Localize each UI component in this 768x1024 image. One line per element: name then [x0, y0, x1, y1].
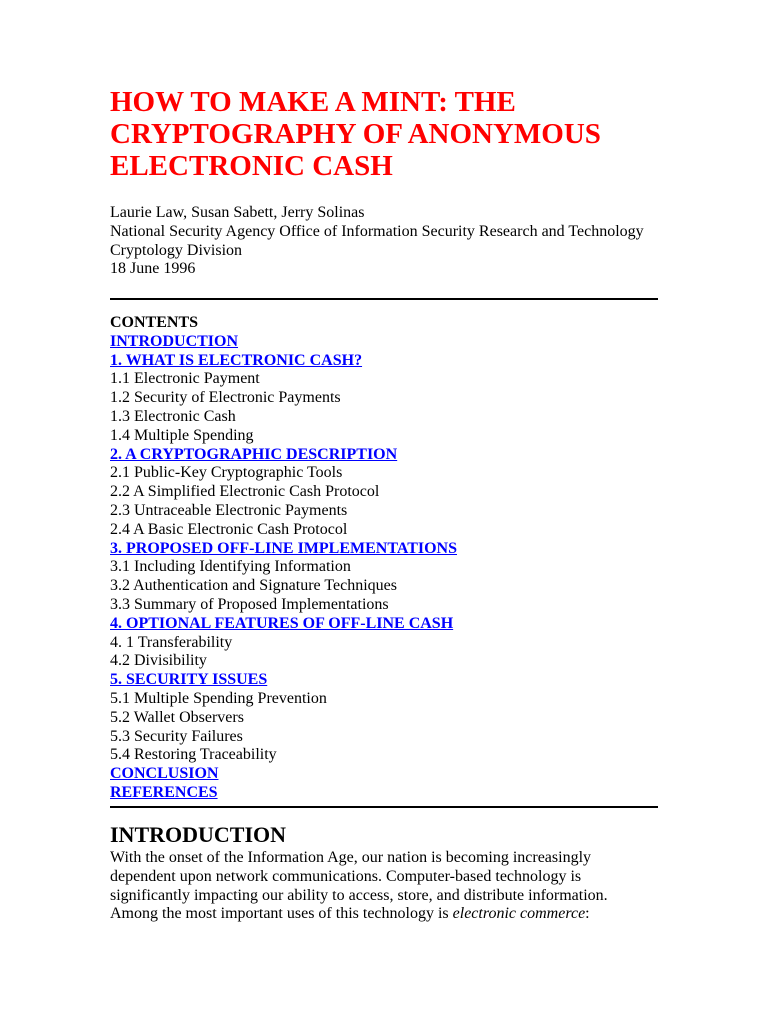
contents-subsection: 3.1 Including Identifying Information: [110, 558, 351, 576]
contents-subsection: 5.4 Restoring Traceability: [110, 746, 277, 764]
introduction-paragraph: [110, 849, 658, 924]
contents-link[interactable]: CONCLUSION: [110, 765, 219, 783]
division: Cryptology Division: [110, 241, 243, 259]
contents-subsection: 5.3 Security Failures: [110, 727, 243, 745]
contents-link[interactable]: REFERENCES: [110, 783, 218, 801]
contents-subsection: 2.3 Untraceable Electronic Payments: [110, 501, 348, 519]
header-divider: [110, 298, 658, 300]
introduction-heading: INTRODUCTION: [110, 822, 287, 847]
contents-subsection: 3.2 Authentication and Signature Techniques: [110, 577, 397, 595]
contents-list: [110, 333, 658, 803]
contents-subsection: 3.3 Summary of Proposed Implementations: [110, 595, 389, 613]
contents-divider: [110, 806, 658, 808]
contents-link[interactable]: 4. OPTIONAL FEATURES OF OFF-LINE CASH: [110, 614, 454, 632]
contents-subsection: 1.3 Electronic Cash: [110, 407, 236, 425]
contents-subsection: 1.1 Electronic Payment: [110, 370, 260, 388]
contents-subsection: 1.2 Security of Electronic Payments: [110, 389, 341, 407]
contents-subsection: 2.1 Public-Key Cryptographic Tools: [110, 464, 343, 482]
authors: Laurie Law, Susan Sabett, Jerry Solinas: [110, 204, 365, 221]
contents-subsection: 4.2 Divisibility: [110, 652, 207, 670]
contents-subsection: 2.2 A Simplified Electronic Cash Protocol: [110, 483, 380, 501]
contents-link[interactable]: INTRODUCTION: [110, 332, 239, 350]
contents-link[interactable]: 2. A CRYPTOGRAPHIC DESCRIPTION: [110, 445, 398, 463]
contents-subsection: 1.4 Multiple Spending: [110, 426, 254, 444]
contents-link[interactable]: 3. PROPOSED OFF-LINE IMPLEMENTATIONS: [110, 539, 457, 557]
organization: National Security Agency Office of Information Security Research and Technology: [110, 222, 644, 240]
contents-link[interactable]: 5. SECURITY ISSUES: [110, 671, 268, 689]
contents-subsection: 2.4 A Basic Electronic Cash Protocol: [110, 520, 348, 538]
author-block: [110, 204, 658, 279]
document-title: HOW TO MAKE A MINT: THE CRYPTOGRAPHY OF ANONYMOUS ELECTRONIC CASH: [110, 86, 601, 182]
table-of-contents: [110, 314, 658, 803]
publication-date: 18 June 1996: [110, 260, 196, 278]
contents-subsection: 4. 1 Transferability: [110, 633, 233, 651]
contents-link[interactable]: 1. WHAT IS ELECTRONIC CASH?: [110, 351, 363, 369]
intro-text-start: With the onset of the Information Age, our nation is becoming increasingly dependent upon network communications. Computer-based technology is significantly impacting our ability to access, store, and distribute information. Among the most important uses of this technology is: [110, 849, 608, 923]
contents-heading: CONTENTS: [110, 314, 199, 331]
contents-subsection: 5.1 Multiple Spending Prevention: [110, 689, 327, 707]
contents-subsection: 5.2 Wallet Observers: [110, 708, 244, 726]
intro-emphasis: electronic commerce: [452, 905, 586, 923]
intro-text-end: :: [585, 905, 590, 923]
